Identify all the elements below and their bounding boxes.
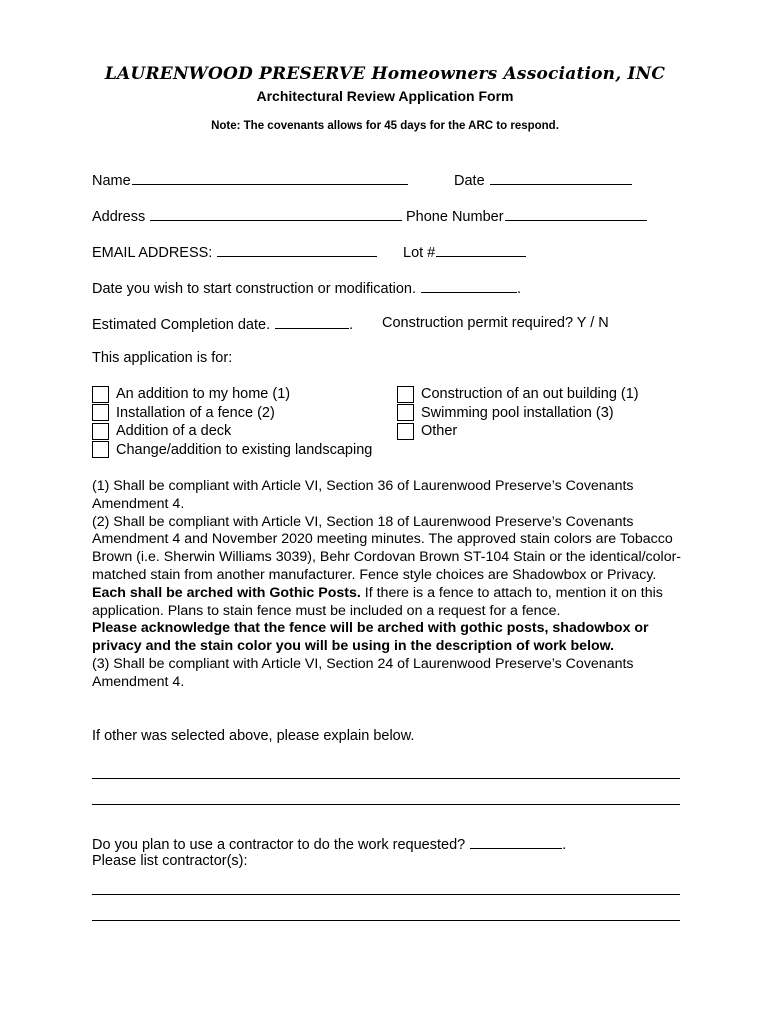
- option-label: Other: [421, 423, 458, 440]
- checkbox[interactable]: [397, 423, 414, 440]
- option-fence[interactable]: [92, 404, 372, 423]
- contractor-question: Do you plan to use a contractor to do the work requested?: [92, 837, 466, 853]
- option-label: Construction of an out building (1): [421, 386, 639, 403]
- email-row: [92, 243, 377, 261]
- date-row: [454, 171, 632, 189]
- phone-row: [406, 207, 647, 225]
- checkbox[interactable]: [92, 423, 109, 440]
- contractor-line-2[interactable]: [92, 920, 680, 921]
- option-label: Installation of a fence (2): [116, 404, 275, 421]
- form-title: LAURENWOOD PRESERVE Homeowners Association, INC: [104, 64, 666, 84]
- compliance-notes: [92, 478, 692, 692]
- option-label: An addition to my home (1): [116, 386, 291, 403]
- lot-label: Lot #: [403, 245, 436, 261]
- name-row: [92, 171, 408, 189]
- contractor-list-label: Please list contractor(s):: [92, 853, 248, 869]
- phone-label: Phone Number: [406, 209, 504, 225]
- completion-row: [92, 315, 353, 333]
- note-2: [92, 514, 692, 621]
- option-label: Swimming pool installation (3): [421, 404, 614, 421]
- lot-field[interactable]: [436, 243, 526, 257]
- other-explain-line-2[interactable]: [92, 804, 680, 805]
- option-other[interactable]: [397, 422, 639, 441]
- email-label: EMAIL ADDRESS:: [92, 245, 213, 261]
- date-field[interactable]: [490, 171, 632, 185]
- checkbox[interactable]: [397, 404, 414, 421]
- address-field[interactable]: [150, 207, 402, 221]
- response-note: Note: The covenants allows for 45 days for the ARC to respond.: [211, 120, 559, 132]
- other-explain-line-1[interactable]: [92, 778, 680, 779]
- option-label: Addition of a deck: [116, 423, 232, 440]
- completion-field[interactable]: [275, 315, 349, 329]
- note-2-bold: Each shall be arched with Gothic Posts.: [92, 584, 361, 601]
- note-2-text-end: If there is a fence to attach to, mention it on this application. Plans to stain fence must be included on a request for a fence.: [92, 584, 663, 619]
- note-1: (1) Shall be compliant with Article VI, Section 36 of Laurenwood Preserve’s Covenants Amendment 4.: [92, 478, 634, 512]
- other-label: If other was selected above, please explain below.: [92, 728, 415, 744]
- name-field[interactable]: [132, 171, 408, 185]
- date-label: Date: [454, 173, 485, 189]
- contractor-period: .: [562, 837, 567, 853]
- lot-row: [403, 243, 526, 261]
- checkbox[interactable]: [92, 386, 109, 403]
- option-landscaping[interactable]: [92, 441, 372, 460]
- checkbox[interactable]: [397, 386, 414, 403]
- option-home-addition[interactable]: [92, 385, 372, 404]
- address-row: [92, 207, 402, 225]
- name-label: Name: [92, 173, 131, 189]
- form-subtitle: Architectural Review Application Form: [256, 88, 514, 104]
- permit-row: [382, 315, 609, 331]
- application-intro: This application is for:: [92, 350, 233, 366]
- email-field[interactable]: [217, 243, 377, 257]
- acknowledge-note: [92, 620, 692, 656]
- checkbox[interactable]: [92, 404, 109, 421]
- option-label: Change/addition to existing landscaping: [116, 441, 373, 458]
- right-options: [397, 385, 639, 441]
- option-pool[interactable]: [397, 404, 639, 423]
- completion-period: .: [349, 317, 354, 333]
- note-2-text: (2) Shall be compliant with Article VI, Section 18 of Laurenwood Preserve’s Covenants Amendment 4 and November 2020 meeting minutes. The approved stain colors are Tobacco Brown (i.e. Sherwin Williams 3039), Behr Cordovan Brown ST-104 Stain or the identical/color-matched stain from another manufacturer. Fence style choices are Shadowbox or Privacy.: [92, 513, 682, 583]
- acknowledge-text: Please acknowledge that the fence will be arched with gothic posts, shadowbox or privacy and the stain color you will be using in the description of work below.: [92, 620, 649, 655]
- checkbox[interactable]: [92, 441, 109, 458]
- contractor-line-1[interactable]: [92, 894, 680, 895]
- option-out-building[interactable]: [397, 385, 639, 404]
- address-label: Address: [92, 209, 146, 225]
- option-deck[interactable]: [92, 422, 372, 441]
- note-3: (3) Shall be compliant with Article VI, Section 24 of Laurenwood Preserve’s Covenants Amendment 4.: [92, 655, 634, 690]
- completion-label: Estimated Completion date.: [92, 317, 271, 333]
- start-date-label: Date you wish to start construction or modification.: [92, 281, 416, 297]
- contractor-answer-field[interactable]: [470, 835, 562, 849]
- phone-field[interactable]: [505, 207, 647, 221]
- start-date-field[interactable]: [421, 279, 517, 293]
- permit-label[interactable]: Construction permit required? Y / N: [382, 315, 609, 331]
- left-options: [92, 385, 372, 459]
- contractor-row: [92, 835, 566, 853]
- start-date-period: .: [517, 281, 522, 297]
- start-date-row: [92, 279, 521, 297]
